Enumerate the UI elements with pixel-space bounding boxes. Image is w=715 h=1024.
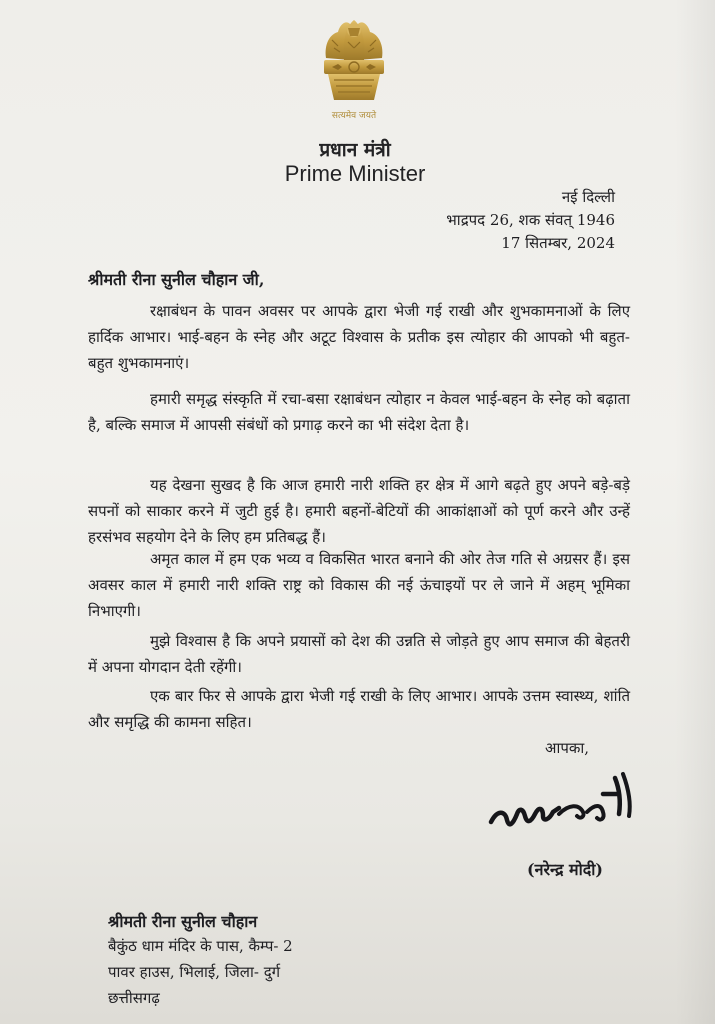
dateline-saka-date: भाद्रपद 26, शक संवत् 1946 bbox=[446, 211, 615, 229]
dateline-gregorian-date: 17 सितम्बर, 2024 bbox=[501, 234, 615, 252]
recipient-address-line-1: बैकुंठ धाम मंदिर के पास, कैम्प- 2 bbox=[108, 937, 293, 955]
closing-line: आपका, bbox=[545, 739, 590, 757]
dateline-city: नई दिल्ली bbox=[561, 188, 615, 206]
salutation: श्रीमती रीना सुनील चौहान जी, bbox=[88, 270, 265, 289]
letter-paragraph-1: रक्षाबंधन के पावन अवसर पर आपके द्वारा भेजी गई राखी और शुभकामनाओं के लिए हार्दिक आभार। भाई-बहन के स्नेह और अटूट विश्वास के प्रतीक इस त्योहार की आपको भी बहुत-बहुत शुभकामनाएं। bbox=[88, 302, 630, 372]
emblem-motto: सत्यमेव जयते bbox=[331, 111, 377, 121]
recipient-address bbox=[108, 933, 293, 1011]
signature-icon bbox=[483, 764, 653, 844]
signatory-name: (नरेन्द्र मोदी) bbox=[527, 860, 603, 879]
recipient-address-line-3: छत्तीसगढ़ bbox=[108, 989, 160, 1007]
letter-paragraph-2: हमारी समृद्ध संस्कृति में रचा-बसा रक्षाबंधन त्योहार न केवल भाई-बहन के स्नेह को बढ़ाता है, बल्कि समाज में आपसी संबंधों को प्रगाढ़ करने का भी संदेश देता है। bbox=[88, 390, 630, 434]
dateline bbox=[446, 186, 615, 255]
letter-paragraph-4: अमृत काल में हम एक भव्य व विकसित भारत बनाने की ओर तेज गति से अग्रसर हैं। इस अवसर काल में हमारी नारी शक्ति राष्ट्र को विकास की नई ऊंचाइयों पर ले जाने में अहम् भूमिका निभाएगी। bbox=[88, 550, 630, 620]
recipient-address-line-2: पावर हाउस, भिलाई, जिला- दुर्ग bbox=[108, 963, 281, 981]
letter-paragraph-3: यह देखना सुखद है कि आज हमारी नारी शक्ति हर क्षेत्र में आगे बढ़ते हुए अपने बड़े-बड़े सपनों को साकार करने में जुटी हुई है। हमारी बहनों-बेटियों की आकांक्षाओं को पूर्ण करने और उन्हें हरसंभव सहयोग देने के लिए हम प्रतिबद्ध हैं। bbox=[88, 476, 630, 546]
recipient-name: श्रीमती रीना सुनील चौहान bbox=[108, 912, 258, 931]
letter-paragraph-6: एक बार फिर से आपके द्वारा भेजी गई राखी के लिए आभार। आपके उत्तम स्वास्थ्य, शांति और समृद्धि की कामना सहित। bbox=[88, 687, 630, 731]
national-emblem-icon bbox=[318, 14, 390, 108]
office-title-hindi: प्रधान मंत्री bbox=[319, 139, 391, 161]
office-title-english: Prime Minister bbox=[284, 161, 426, 186]
letter-paragraph-5: मुझे विश्वास है कि अपने प्रयासों को देश की उन्नति से जोड़ते हुए आप समाज की बेहतरी में अपना योगदान देती रहेंगी। bbox=[88, 632, 630, 676]
